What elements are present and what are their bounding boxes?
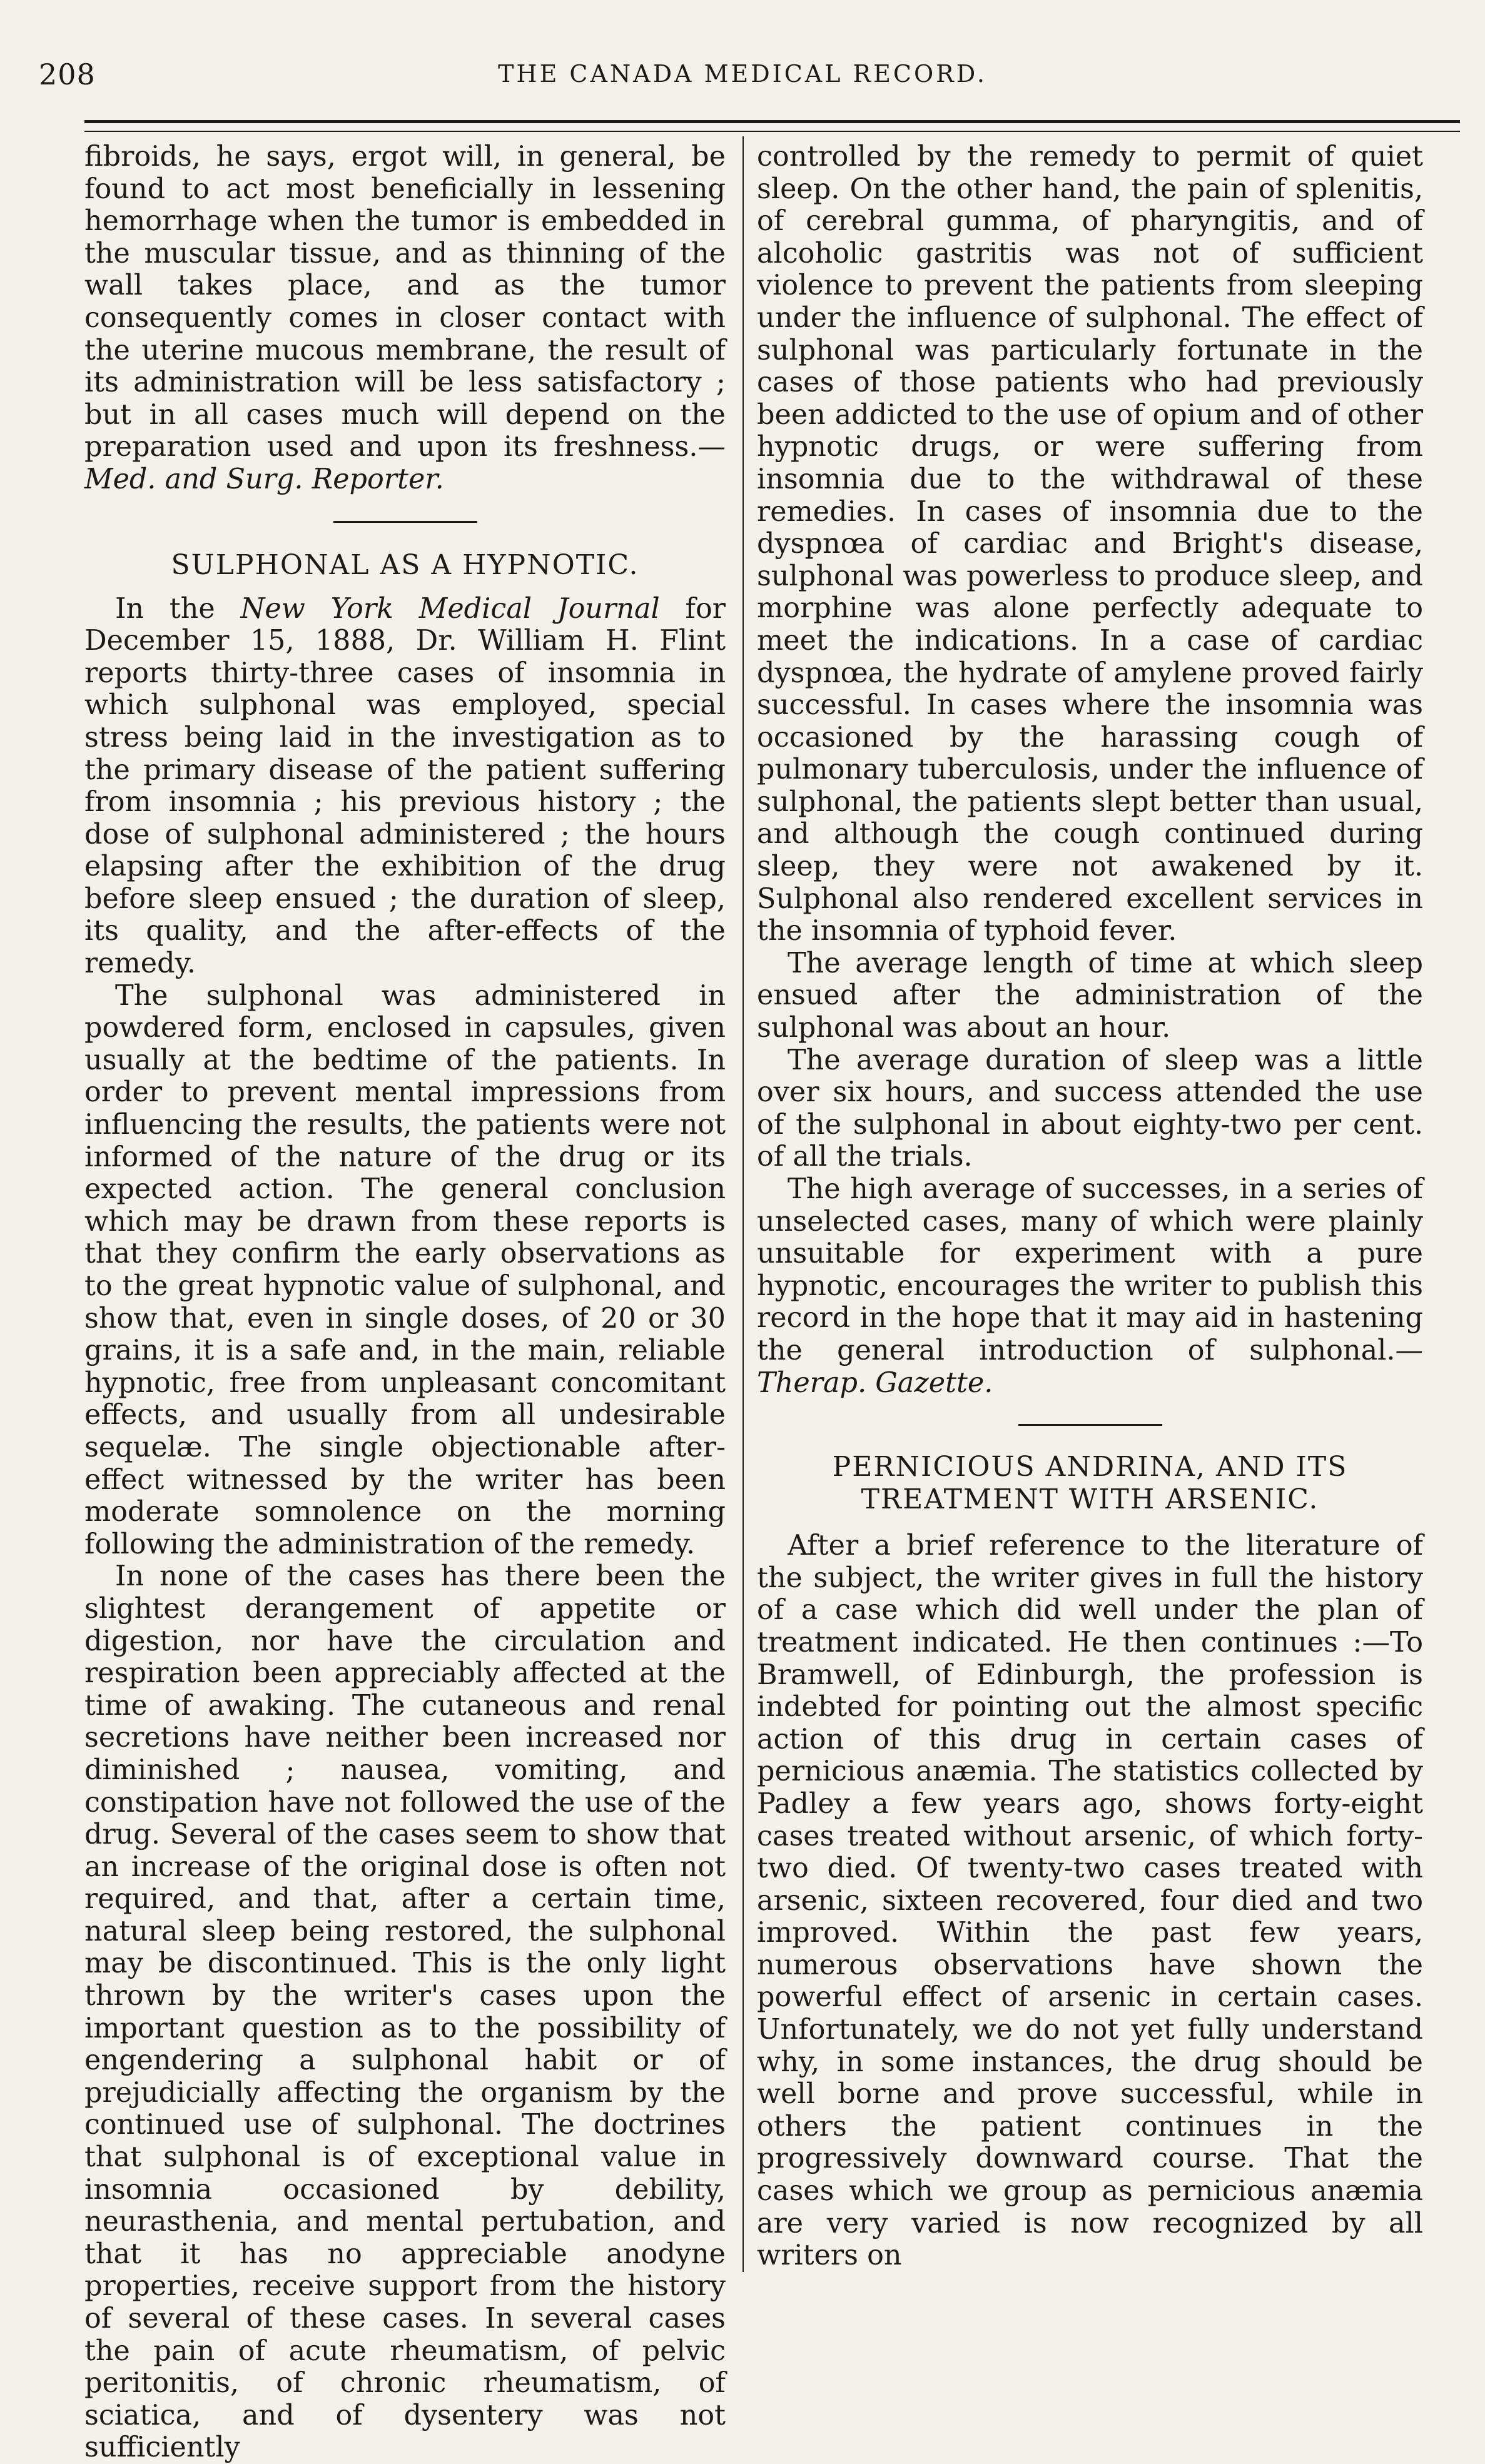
source-citation: —Therap. Gazette. <box>757 1334 1423 1399</box>
running-title: THE CANADA MEDICAL RECORD. <box>498 60 987 88</box>
article-heading-sulphonal: SULPHONAL AS A HYPNOTIC. <box>171 548 639 581</box>
header-rule-thin <box>84 131 1460 132</box>
article-heading-pernicious: PERNICIOUS ANDRINA, AND ITS TREATMENT WITH ARSENIC. <box>832 1451 1348 1516</box>
paragraph-text: The high average of successes, in a series of unselected cases, many of which were plainly unsuitable for experiment with a pure hypnotic, encourages the writer to publish this record in the hope that it may aid in hastening the general introduction of sulphonal. <box>757 1173 1423 1366</box>
journal-name: New York Medical Journal <box>240 592 660 625</box>
source-citation: —Med. and Surg. Reporter. <box>84 431 726 495</box>
paragraph: The sulphonal was administered in powdered form, enclosed in capsules, given usually at the bedtime of the patients. In order to prevent mental impressions from influencing the results, the patients were not informed of the nature of the drug or its expected action. The general conclusion which may be drawn from these reports is that they confirm the early observations as to the great hypnotic value of sulphonal, and show that, even in single doses, of 20 or 30 grains, it is a safe and, in the main, reliable hypnotic, free from unpleasant concomitant effects, and usually from all undesirable sequelæ. The single objectionable after-effect witnessed by the writer has been moderate somnolence on the morning following the administration of the remedy. <box>84 979 726 1560</box>
header-rule-thick <box>84 120 1460 123</box>
paragraph-fibroids <box>84 141 726 496</box>
paragraph-text: for December 15, 1888, Dr. William H. Flint reports thirty-three cases of insomnia in which sulphonal was employed, special stress being laid in the investigation as to the primary disease of the patient suffering from insomnia ; his previous history ; the dose of sulphonal administered ; the hours elapsing after the exhibition of the drug before sleep ensued ; the duration of sleep, its quality, and the after-effects of the remedy. <box>84 592 726 980</box>
right-column <box>757 141 1423 2273</box>
paragraph <box>757 1173 1423 1399</box>
paragraph: After a brief reference to the literature of the subject, the writer gives in full the history of a case which did well under the plan of treatment indicated. He then continues :—To Bramwell, of Edinburgh, the profession is indebted for pointing out the almost specific action of this drug in certain cases of pernicious anæmia. The statistics collected by Padley a few years ago, shows forty-eight cases treated without arsenic, of which forty-two died. Of twenty-two cases treated with arsenic, sixteen recovered, four died and two improved. Within the past few years, numerous observations have shown the powerful effect of arsenic in certain cases. Unfortunately, we do not yet fully understand why, in some instances, the drug should be well borne and prove successful, while in others the patient continues in the progressively downward course. That the cases which we group as pernicious anæmia are very varied is now recognized by all writers on <box>757 1530 1423 2272</box>
paragraph: controlled by the remedy to permit of quiet sleep. On the other hand, the pain of splenitis, of cerebral gumma, of pharyngitis, and of alcoholic gastritis was not of sufficient violence to prevent the patients from sleeping under the influence of sulphonal. The effect of sulphonal was particularly fortunate in the cases of those patients who had previously been addicted to the use of opium and of other hypnotic drugs, or were suffering from insomnia due to the withdrawal of these remedies. In cases of insomnia due to the dyspnœa of cardiac and Bright's disease, sulphonal was powerless to produce sleep, and morphine was alone perfectly adequate to meet the indications. In a case of cardiac dyspnœa, the hydrate of amylene proved fairly successful. In cases where the insomnia was occasioned by the harassing cough of pulmonary tuberculosis, under the influence of sulphonal, the patients slept better than usual, and although the cough continued during sleep, they were not awakened by it. Sulphonal also rendered excellent services in the insomnia of typhoid fever. <box>757 141 1423 947</box>
left-column <box>84 141 726 2464</box>
paragraph: The average length of time at which sleep ensued after the administration of the sulphonal was about an hour. <box>757 947 1423 1044</box>
paragraph-text: In the <box>114 592 241 625</box>
page-number: 208 <box>39 58 96 91</box>
paragraph: In none of the cases has there been the slightest derangement of appetite or digestion, nor have the circulation and respiration been appreciably affected at the time of awaking. The cutaneous and renal secretions have neither been increased nor diminished ; nausea, vomiting, and constipation have not followed the use of the drug. Several of the cases seem to show that an increase of the original dose is often not required, and that, after a certain time, natural sleep being restored, the sulphonal may be discontinued. This is the only light thrown by the writer's cases upon the important question as to the possibility of engendering a sulphonal habit or of prejudicially affecting the organism by the continued use of sulphonal. The doctrines that sulphonal is of exceptional value in insomnia occasioned by debility, neurasthenia, and mental pertubation, and that it has no appreciable anodyne properties, receive support from the history of several of these cases. In several cases the pain of acute rheumatism, of pelvic peritonitis, of chronic rheumatism, of sciatica, and of dysentery was not sufficiently <box>84 1560 726 2464</box>
paragraph <box>84 593 726 980</box>
page-header <box>0 0 1485 125</box>
paragraph-text: fibroids, he says, ergot will, in general, be found to act most beneficially in lessening hemorrhage when the tumor is embedded in the muscular tissue, and as thinning of the wall takes place, and as the tumor consequently comes in closer contact with the uterine mucous membrane, the result of its administration will be less satisfactory ; but in all cases much will depend on the preparation used and upon its freshness. <box>84 141 726 463</box>
paragraph: The average duration of sleep was a little over six hours, and success attended the use of the sulphonal in about eighty-two per cent. of all the trials. <box>757 1044 1423 1173</box>
column-divider <box>742 136 744 2272</box>
